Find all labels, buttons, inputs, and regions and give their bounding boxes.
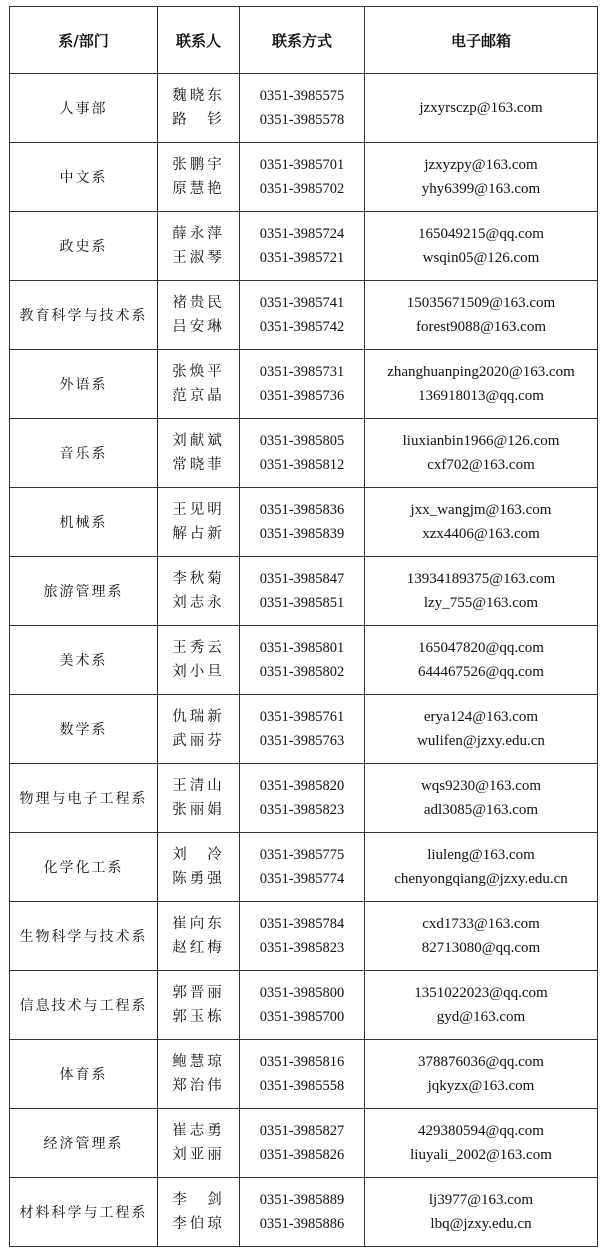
email-cell — [365, 695, 598, 764]
contact-cell — [158, 833, 240, 902]
dept-cell: 物理与电子工程系 — [10, 764, 158, 833]
contact-name: 薛永萍 — [172, 226, 225, 242]
table-row — [10, 971, 598, 1040]
contact-cell — [158, 74, 240, 143]
contact-name: 武丽芬 — [172, 733, 225, 749]
email-address[interactable]: forest9088@163.com — [415, 319, 547, 335]
phone-number: 0351-3985701 — [259, 157, 345, 173]
contact-name: 崔向东 — [172, 916, 225, 932]
contact-name: 郭玉栋 — [172, 1009, 225, 1025]
dept-cell: 教育科学与技术系 — [10, 281, 158, 350]
contact-name: 吕安琳 — [172, 319, 225, 335]
contact-cell — [158, 1040, 240, 1109]
contact-cell — [158, 902, 240, 971]
table-row — [10, 143, 598, 212]
email-cell — [365, 488, 598, 557]
phone-number: 0351-3985827 — [259, 1123, 345, 1139]
email-cell — [365, 419, 598, 488]
phone-number: 0351-3985736 — [259, 388, 345, 404]
dept-cell: 体育系 — [10, 1040, 158, 1109]
contact-name: 常晓菲 — [172, 457, 225, 473]
contact-name: 褚贵民 — [172, 295, 225, 311]
phone-number: 0351-3985889 — [259, 1192, 345, 1208]
contact-cell — [158, 212, 240, 281]
email-cell — [365, 1109, 598, 1178]
email-address[interactable]: gyd@163.com — [436, 1009, 526, 1025]
email-address[interactable]: 13934189375@163.com — [406, 571, 556, 587]
dept-cell: 生物科学与技术系 — [10, 902, 158, 971]
table-row — [10, 902, 598, 971]
contact-cell — [158, 281, 240, 350]
email-address[interactable]: zhanghuanping2020@163.com — [387, 364, 575, 380]
email-cell — [365, 626, 598, 695]
contact-name: 王淑琴 — [172, 250, 225, 266]
header-phone: 联系方式 — [240, 7, 365, 74]
email-cell — [365, 902, 598, 971]
contact-name: 刘小旦 — [172, 664, 225, 680]
contact-name: 王见明 — [172, 502, 225, 518]
phone-number: 0351-3985761 — [259, 709, 345, 725]
email-address[interactable]: jqkyzx@163.com — [427, 1078, 535, 1094]
table-row — [10, 212, 598, 281]
contact-name: 刘志永 — [172, 595, 225, 611]
email-address[interactable]: wulifen@jzxy.edu.cn — [417, 733, 545, 749]
contact-name: 刘亚丽 — [172, 1147, 225, 1163]
dept-cell: 人事部 — [10, 74, 158, 143]
contact-name: 李伯琼 — [172, 1216, 225, 1232]
phone-number: 0351-3985800 — [259, 985, 345, 1001]
table-row — [10, 626, 598, 695]
table-row — [10, 833, 598, 902]
phone-cell — [240, 419, 365, 488]
phone-cell — [240, 695, 365, 764]
contact-name: 刘献斌 — [172, 433, 225, 449]
header-row — [10, 7, 598, 74]
phone-number: 0351-3985823 — [259, 802, 345, 818]
email-cell — [365, 143, 598, 212]
contact-cell — [158, 488, 240, 557]
contact-name: 李 剑 — [172, 1192, 225, 1208]
email-address[interactable]: 165047820@qq.com — [418, 640, 544, 656]
phone-number: 0351-3985742 — [259, 319, 345, 335]
email-address[interactable]: wsqin05@126.com — [422, 250, 540, 266]
dept-cell: 信息技术与工程系 — [10, 971, 158, 1040]
contact-cell — [158, 419, 240, 488]
contact-name: 解占新 — [172, 526, 225, 542]
phone-number: 0351-3985731 — [259, 364, 345, 380]
phone-number: 0351-3985826 — [259, 1147, 345, 1163]
email-address[interactable]: jzxyrsczp@163.com — [419, 100, 543, 116]
contact-cell — [158, 350, 240, 419]
dept-cell: 材料科学与工程系 — [10, 1178, 158, 1247]
dept-cell: 政史系 — [10, 212, 158, 281]
contact-name: 李秋菊 — [172, 571, 225, 587]
table-row — [10, 350, 598, 419]
email-address[interactable]: 165049215@qq.com — [418, 226, 544, 242]
email-address[interactable]: 644467526@qq.com — [418, 664, 544, 680]
dept-cell: 中文系 — [10, 143, 158, 212]
email-cell — [365, 74, 598, 143]
email-cell — [365, 971, 598, 1040]
phone-number: 0351-3985702 — [259, 181, 345, 197]
contact-name: 王秀云 — [172, 640, 225, 656]
contact-name: 崔志勇 — [172, 1123, 225, 1139]
phone-cell — [240, 557, 365, 626]
email-address[interactable]: 15035671509@163.com — [406, 295, 556, 311]
contact-name: 郭晋丽 — [172, 985, 225, 1001]
email-address[interactable]: adl3085@163.com — [423, 802, 539, 818]
contact-name: 陈勇强 — [172, 871, 225, 887]
dept-cell: 化学化工系 — [10, 833, 158, 902]
email-address[interactable]: lbq@jzxy.edu.cn — [430, 1216, 532, 1232]
contact-name: 王清山 — [172, 778, 225, 794]
header-email: 电子邮箱 — [365, 7, 598, 74]
contact-cell — [158, 695, 240, 764]
email-address[interactable]: liuyali_2002@163.com — [410, 1147, 552, 1163]
table-row — [10, 419, 598, 488]
phone-number: 0351-3985724 — [259, 226, 345, 242]
email-address[interactable]: erya124@163.com — [423, 709, 539, 725]
contact-name: 赵红梅 — [172, 940, 225, 956]
contact-cell — [158, 557, 240, 626]
email-cell — [365, 281, 598, 350]
contact-name: 鲍慧琼 — [172, 1054, 225, 1070]
phone-cell — [240, 1178, 365, 1247]
email-address[interactable]: cxf702@163.com — [427, 457, 535, 473]
email-cell — [365, 1040, 598, 1109]
phone-cell — [240, 626, 365, 695]
phone-number: 0351-3985823 — [259, 940, 345, 956]
contact-name: 郑治伟 — [172, 1078, 225, 1094]
dept-cell: 数学系 — [10, 695, 158, 764]
header-dept: 系/部门 — [10, 7, 158, 74]
email-address[interactable]: liuleng@163.com — [427, 847, 535, 863]
phone-number: 0351-3985836 — [259, 502, 345, 518]
table-row — [10, 764, 598, 833]
contact-name: 张丽娟 — [172, 802, 225, 818]
phone-number: 0351-3985839 — [259, 526, 345, 542]
email-address[interactable]: xzx4406@163.com — [422, 526, 540, 542]
phone-cell — [240, 833, 365, 902]
email-address[interactable]: liuxianbin1966@126.com — [402, 433, 560, 449]
phone-cell — [240, 1040, 365, 1109]
phone-number: 0351-3985741 — [259, 295, 345, 311]
phone-number: 0351-3985775 — [259, 847, 345, 863]
contact-name: 原慧艳 — [172, 181, 225, 197]
contact-name: 刘 冷 — [172, 847, 225, 863]
phone-cell — [240, 281, 365, 350]
table-row — [10, 695, 598, 764]
email-cell — [365, 833, 598, 902]
table-row — [10, 281, 598, 350]
table-row — [10, 1109, 598, 1178]
phone-number: 0351-3985721 — [259, 250, 345, 266]
email-cell — [365, 764, 598, 833]
email-address[interactable]: lzy_755@163.com — [423, 595, 539, 611]
phone-number: 0351-3985558 — [259, 1078, 345, 1094]
phone-number: 0351-3985886 — [259, 1216, 345, 1232]
phone-number: 0351-3985847 — [259, 571, 345, 587]
contact-cell — [158, 971, 240, 1040]
contact-name: 张焕平 — [172, 364, 225, 380]
phone-cell — [240, 488, 365, 557]
email-address[interactable]: jzxyzpy@163.com — [424, 157, 538, 173]
email-address[interactable]: 378876036@qq.com — [418, 1054, 544, 1070]
contact-name: 路 钐 — [172, 112, 225, 128]
email-address[interactable]: 82713080@qq.com — [421, 940, 541, 956]
email-cell — [365, 1178, 598, 1247]
dept-cell: 外语系 — [10, 350, 158, 419]
phone-number: 0351-3985784 — [259, 916, 345, 932]
phone-cell — [240, 143, 365, 212]
email-address[interactable]: 429380594@qq.com — [418, 1123, 544, 1139]
phone-cell — [240, 764, 365, 833]
phone-cell — [240, 971, 365, 1040]
dept-cell: 美术系 — [10, 626, 158, 695]
contact-cell — [158, 764, 240, 833]
phone-number: 0351-3985805 — [259, 433, 345, 449]
phone-cell — [240, 350, 365, 419]
dept-cell: 机械系 — [10, 488, 158, 557]
dept-cell: 音乐系 — [10, 419, 158, 488]
phone-number: 0351-3985774 — [259, 871, 345, 887]
email-address[interactable]: jxx_wangjm@163.com — [410, 502, 552, 518]
phone-number: 0351-3985801 — [259, 640, 345, 656]
email-cell — [365, 212, 598, 281]
contact-table — [9, 6, 598, 1247]
email-address[interactable]: yhy6399@163.com — [421, 181, 541, 197]
phone-cell — [240, 212, 365, 281]
table-row — [10, 74, 598, 143]
phone-number: 0351-3985578 — [259, 112, 345, 128]
email-cell — [365, 350, 598, 419]
dept-cell: 经济管理系 — [10, 1109, 158, 1178]
email-address[interactable]: 1351022023@qq.com — [414, 985, 548, 1001]
table-row — [10, 488, 598, 557]
table-body — [10, 74, 598, 1247]
phone-number: 0351-3985802 — [259, 664, 345, 680]
header-contact: 联系人 — [158, 7, 240, 74]
contact-name: 仇瑞新 — [172, 709, 225, 725]
phone-number: 0351-3985763 — [259, 733, 345, 749]
table-row — [10, 557, 598, 626]
contact-cell — [158, 1178, 240, 1247]
contact-cell — [158, 626, 240, 695]
phone-cell — [240, 1109, 365, 1178]
contact-name: 张鹏宇 — [172, 157, 225, 173]
dept-cell: 旅游管理系 — [10, 557, 158, 626]
phone-number: 0351-3985820 — [259, 778, 345, 794]
table-row — [10, 1040, 598, 1109]
phone-number: 0351-3985812 — [259, 457, 345, 473]
contact-cell — [158, 143, 240, 212]
contact-cell — [158, 1109, 240, 1178]
table-row — [10, 1178, 598, 1247]
email-address[interactable]: chenyongqiang@jzxy.edu.cn — [394, 871, 568, 887]
email-address[interactable]: 136918013@qq.com — [418, 388, 544, 404]
phone-cell — [240, 74, 365, 143]
email-address[interactable]: lj3977@163.com — [428, 1192, 534, 1208]
email-address[interactable]: wqs9230@163.com — [420, 778, 542, 794]
phone-number: 0351-3985851 — [259, 595, 345, 611]
contact-name: 魏晓东 — [172, 88, 225, 104]
email-address[interactable]: cxd1733@163.com — [422, 916, 540, 932]
phone-cell — [240, 902, 365, 971]
phone-number: 0351-3985700 — [259, 1009, 345, 1025]
phone-number: 0351-3985816 — [259, 1054, 345, 1070]
contact-name: 范京晶 — [172, 388, 225, 404]
phone-number: 0351-3985575 — [259, 88, 345, 104]
email-cell — [365, 557, 598, 626]
